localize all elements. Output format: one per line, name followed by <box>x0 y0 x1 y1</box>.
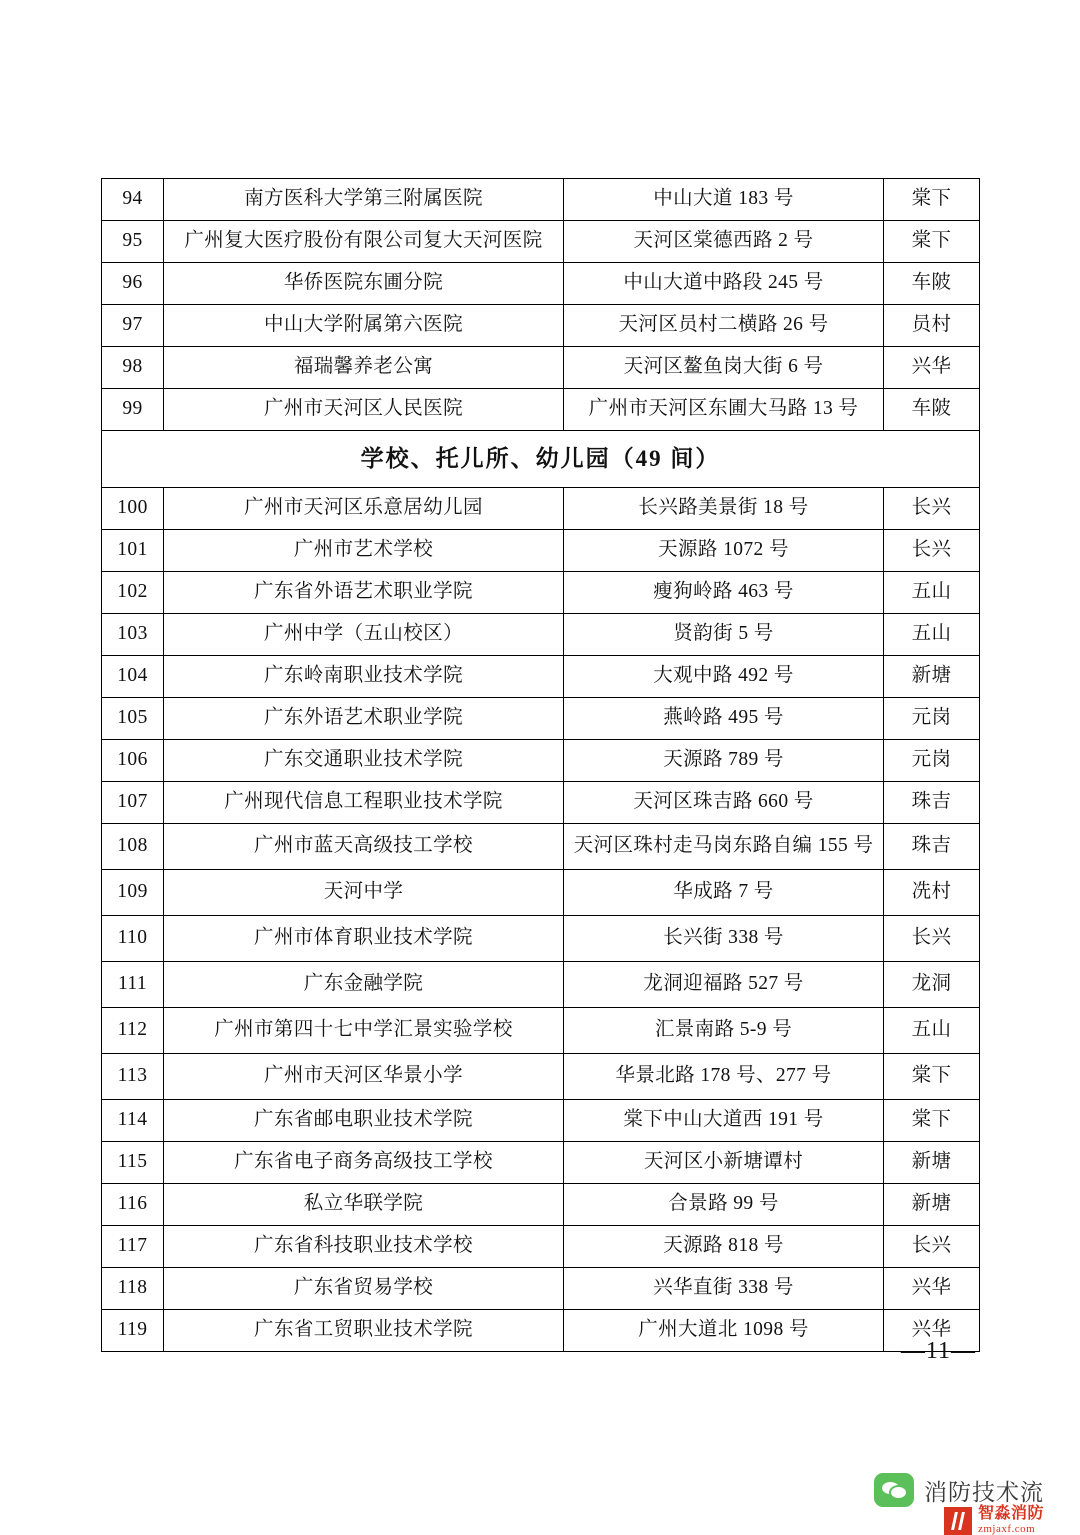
table-row <box>102 263 980 305</box>
cell-area: 五山 <box>884 572 980 614</box>
cell-area: 新塘 <box>884 656 980 698</box>
cell-address: 天河区鳌鱼岗大街 6 号 <box>564 347 884 389</box>
wechat-account-badge <box>874 1473 1044 1507</box>
cell-no: 117 <box>102 1226 164 1268</box>
table-row <box>102 1054 980 1100</box>
cell-area: 车陂 <box>884 263 980 305</box>
cell-no: 115 <box>102 1142 164 1184</box>
cell-no: 113 <box>102 1054 164 1100</box>
cell-no: 101 <box>102 530 164 572</box>
cell-address: 长兴街 338 号 <box>564 916 884 962</box>
cell-address: 天河区珠吉路 660 号 <box>564 782 884 824</box>
table-row <box>102 1008 980 1054</box>
cell-no: 110 <box>102 916 164 962</box>
cell-name: 广东省科技职业技术学校 <box>164 1226 564 1268</box>
cell-area: 冼村 <box>884 870 980 916</box>
cell-address: 华成路 7 号 <box>564 870 884 916</box>
table-row <box>102 1184 980 1226</box>
cell-no: 94 <box>102 179 164 221</box>
cell-area: 棠下 <box>884 221 980 263</box>
cell-name: 广州中学（五山校区） <box>164 614 564 656</box>
cell-name: 广州市艺术学校 <box>164 530 564 572</box>
table-row <box>102 782 980 824</box>
cell-name: 广东省工贸职业技术学院 <box>164 1310 564 1352</box>
cell-name: 广州现代信息工程职业技术学院 <box>164 782 564 824</box>
cell-area: 长兴 <box>884 488 980 530</box>
table-row <box>102 824 980 870</box>
cell-area: 兴华 <box>884 1310 980 1352</box>
cell-area: 长兴 <box>884 530 980 572</box>
cell-name: 广东岭南职业技术学院 <box>164 656 564 698</box>
cell-area: 长兴 <box>884 916 980 962</box>
cell-no: 103 <box>102 614 164 656</box>
cell-address: 中山大道 183 号 <box>564 179 884 221</box>
cell-name: 广州市天河区人民医院 <box>164 389 564 431</box>
cell-no: 102 <box>102 572 164 614</box>
cell-area: 棠下 <box>884 179 980 221</box>
cell-no: 97 <box>102 305 164 347</box>
cell-area: 兴华 <box>884 347 980 389</box>
cell-address: 天河区珠村走马岗东路自编 155 号 <box>564 824 884 870</box>
cell-area: 元岗 <box>884 740 980 782</box>
wechat-icon <box>874 1473 914 1507</box>
brand-name: 智淼消防 <box>977 1505 1044 1523</box>
cell-name: 广州市天河区华景小学 <box>164 1054 564 1100</box>
cell-address: 兴华直街 338 号 <box>564 1268 884 1310</box>
cell-address: 广州市天河区东圃大马路 13 号 <box>564 389 884 431</box>
cell-name: 华侨医院东圃分院 <box>164 263 564 305</box>
cell-no: 108 <box>102 824 164 870</box>
cell-address: 合景路 99 号 <box>564 1184 884 1226</box>
cell-area: 车陂 <box>884 389 980 431</box>
cell-no: 111 <box>102 962 164 1008</box>
table-row <box>102 740 980 782</box>
table-row <box>102 389 980 431</box>
cell-no: 109 <box>102 870 164 916</box>
section-title: 学校、托儿所、幼儿园（49 间） <box>102 431 980 488</box>
cell-address: 天源路 1072 号 <box>564 530 884 572</box>
cell-no: 95 <box>102 221 164 263</box>
cell-no: 112 <box>102 1008 164 1054</box>
cell-address: 天河区员村二横路 26 号 <box>564 305 884 347</box>
cell-name: 广州复大医疗股份有限公司复大天河医院 <box>164 221 564 263</box>
page-number: —11— <box>900 1338 976 1364</box>
cell-name: 天河中学 <box>164 870 564 916</box>
cell-address: 天源路 789 号 <box>564 740 884 782</box>
cell-name: 广州市体育职业技术学院 <box>164 916 564 962</box>
wechat-account-name: 消防技术流 <box>924 1479 1044 1505</box>
cell-address: 广州大道北 1098 号 <box>564 1310 884 1352</box>
cell-area: 新塘 <box>884 1142 980 1184</box>
cell-area: 长兴 <box>884 1226 980 1268</box>
cell-no: 118 <box>102 1268 164 1310</box>
table-row <box>102 1226 980 1268</box>
cell-name: 广州市天河区乐意居幼儿园 <box>164 488 564 530</box>
cell-address: 龙洞迎福路 527 号 <box>564 962 884 1008</box>
table-row <box>102 698 980 740</box>
cell-area: 员村 <box>884 305 980 347</box>
cell-address: 天河区棠德西路 2 号 <box>564 221 884 263</box>
cell-name: 南方医科大学第三附属医院 <box>164 179 564 221</box>
table-row <box>102 870 980 916</box>
cell-address: 天河区小新塘谭村 <box>564 1142 884 1184</box>
cell-name: 私立华联学院 <box>164 1184 564 1226</box>
brand-url: zmjaxf.com <box>977 1523 1036 1535</box>
cell-area: 兴华 <box>884 1268 980 1310</box>
cell-area: 珠吉 <box>884 782 980 824</box>
cell-name: 广州市第四十七中学汇景实验学校 <box>164 1008 564 1054</box>
cell-no: 96 <box>102 263 164 305</box>
listing-table <box>101 178 980 1352</box>
table-row <box>102 572 980 614</box>
cell-no: 100 <box>102 488 164 530</box>
table-row <box>102 179 980 221</box>
cell-no: 105 <box>102 698 164 740</box>
table-row <box>102 221 980 263</box>
cell-name: 福瑞馨养老公寓 <box>164 347 564 389</box>
cell-area: 元岗 <box>884 698 980 740</box>
cell-name: 广东金融学院 <box>164 962 564 1008</box>
cell-no: 114 <box>102 1100 164 1142</box>
cell-no: 99 <box>102 389 164 431</box>
cell-name: 广州市蓝天高级技工学校 <box>164 824 564 870</box>
brand-watermark <box>944 1506 1044 1535</box>
cell-name: 广东省贸易学校 <box>164 1268 564 1310</box>
cell-address: 汇景南路 5-9 号 <box>564 1008 884 1054</box>
cell-address: 贤韵街 5 号 <box>564 614 884 656</box>
cell-name: 广东交通职业技术学院 <box>164 740 564 782</box>
cell-address: 燕岭路 495 号 <box>564 698 884 740</box>
cell-address: 长兴路美景街 18 号 <box>564 488 884 530</box>
table-row <box>102 305 980 347</box>
table-row <box>102 962 980 1008</box>
cell-name: 广东省电子商务高级技工学校 <box>164 1142 564 1184</box>
table-row <box>102 916 980 962</box>
cell-area: 新塘 <box>884 1184 980 1226</box>
cell-address: 棠下中山大道西 191 号 <box>564 1100 884 1142</box>
brand-logo-icon <box>944 1507 972 1535</box>
cell-address: 中山大道中路段 245 号 <box>564 263 884 305</box>
table-row <box>102 614 980 656</box>
cell-area: 龙洞 <box>884 962 980 1008</box>
cell-address: 华景北路 178 号、277 号 <box>564 1054 884 1100</box>
cell-name: 中山大学附属第六医院 <box>164 305 564 347</box>
section-header-row <box>102 431 980 488</box>
cell-area: 棠下 <box>884 1100 980 1142</box>
cell-address: 瘦狗岭路 463 号 <box>564 572 884 614</box>
table-row <box>102 1142 980 1184</box>
cell-no: 119 <box>102 1310 164 1352</box>
cell-address: 天源路 818 号 <box>564 1226 884 1268</box>
table-row <box>102 1268 980 1310</box>
cell-name: 广东省邮电职业技术学院 <box>164 1100 564 1142</box>
cell-no: 106 <box>102 740 164 782</box>
cell-address: 大观中路 492 号 <box>564 656 884 698</box>
cell-area: 珠吉 <box>884 824 980 870</box>
table-row <box>102 488 980 530</box>
cell-area: 五山 <box>884 1008 980 1054</box>
cell-area: 五山 <box>884 614 980 656</box>
brand-text <box>978 1506 1044 1535</box>
cell-no: 116 <box>102 1184 164 1226</box>
cell-no: 98 <box>102 347 164 389</box>
cell-no: 104 <box>102 656 164 698</box>
table-row <box>102 1100 980 1142</box>
cell-name: 广东外语艺术职业学院 <box>164 698 564 740</box>
cell-name: 广东省外语艺术职业学院 <box>164 572 564 614</box>
table-body <box>102 179 980 1352</box>
cell-area: 棠下 <box>884 1054 980 1100</box>
table-row <box>102 656 980 698</box>
cell-no: 107 <box>102 782 164 824</box>
table-row <box>102 347 980 389</box>
table-row <box>102 530 980 572</box>
